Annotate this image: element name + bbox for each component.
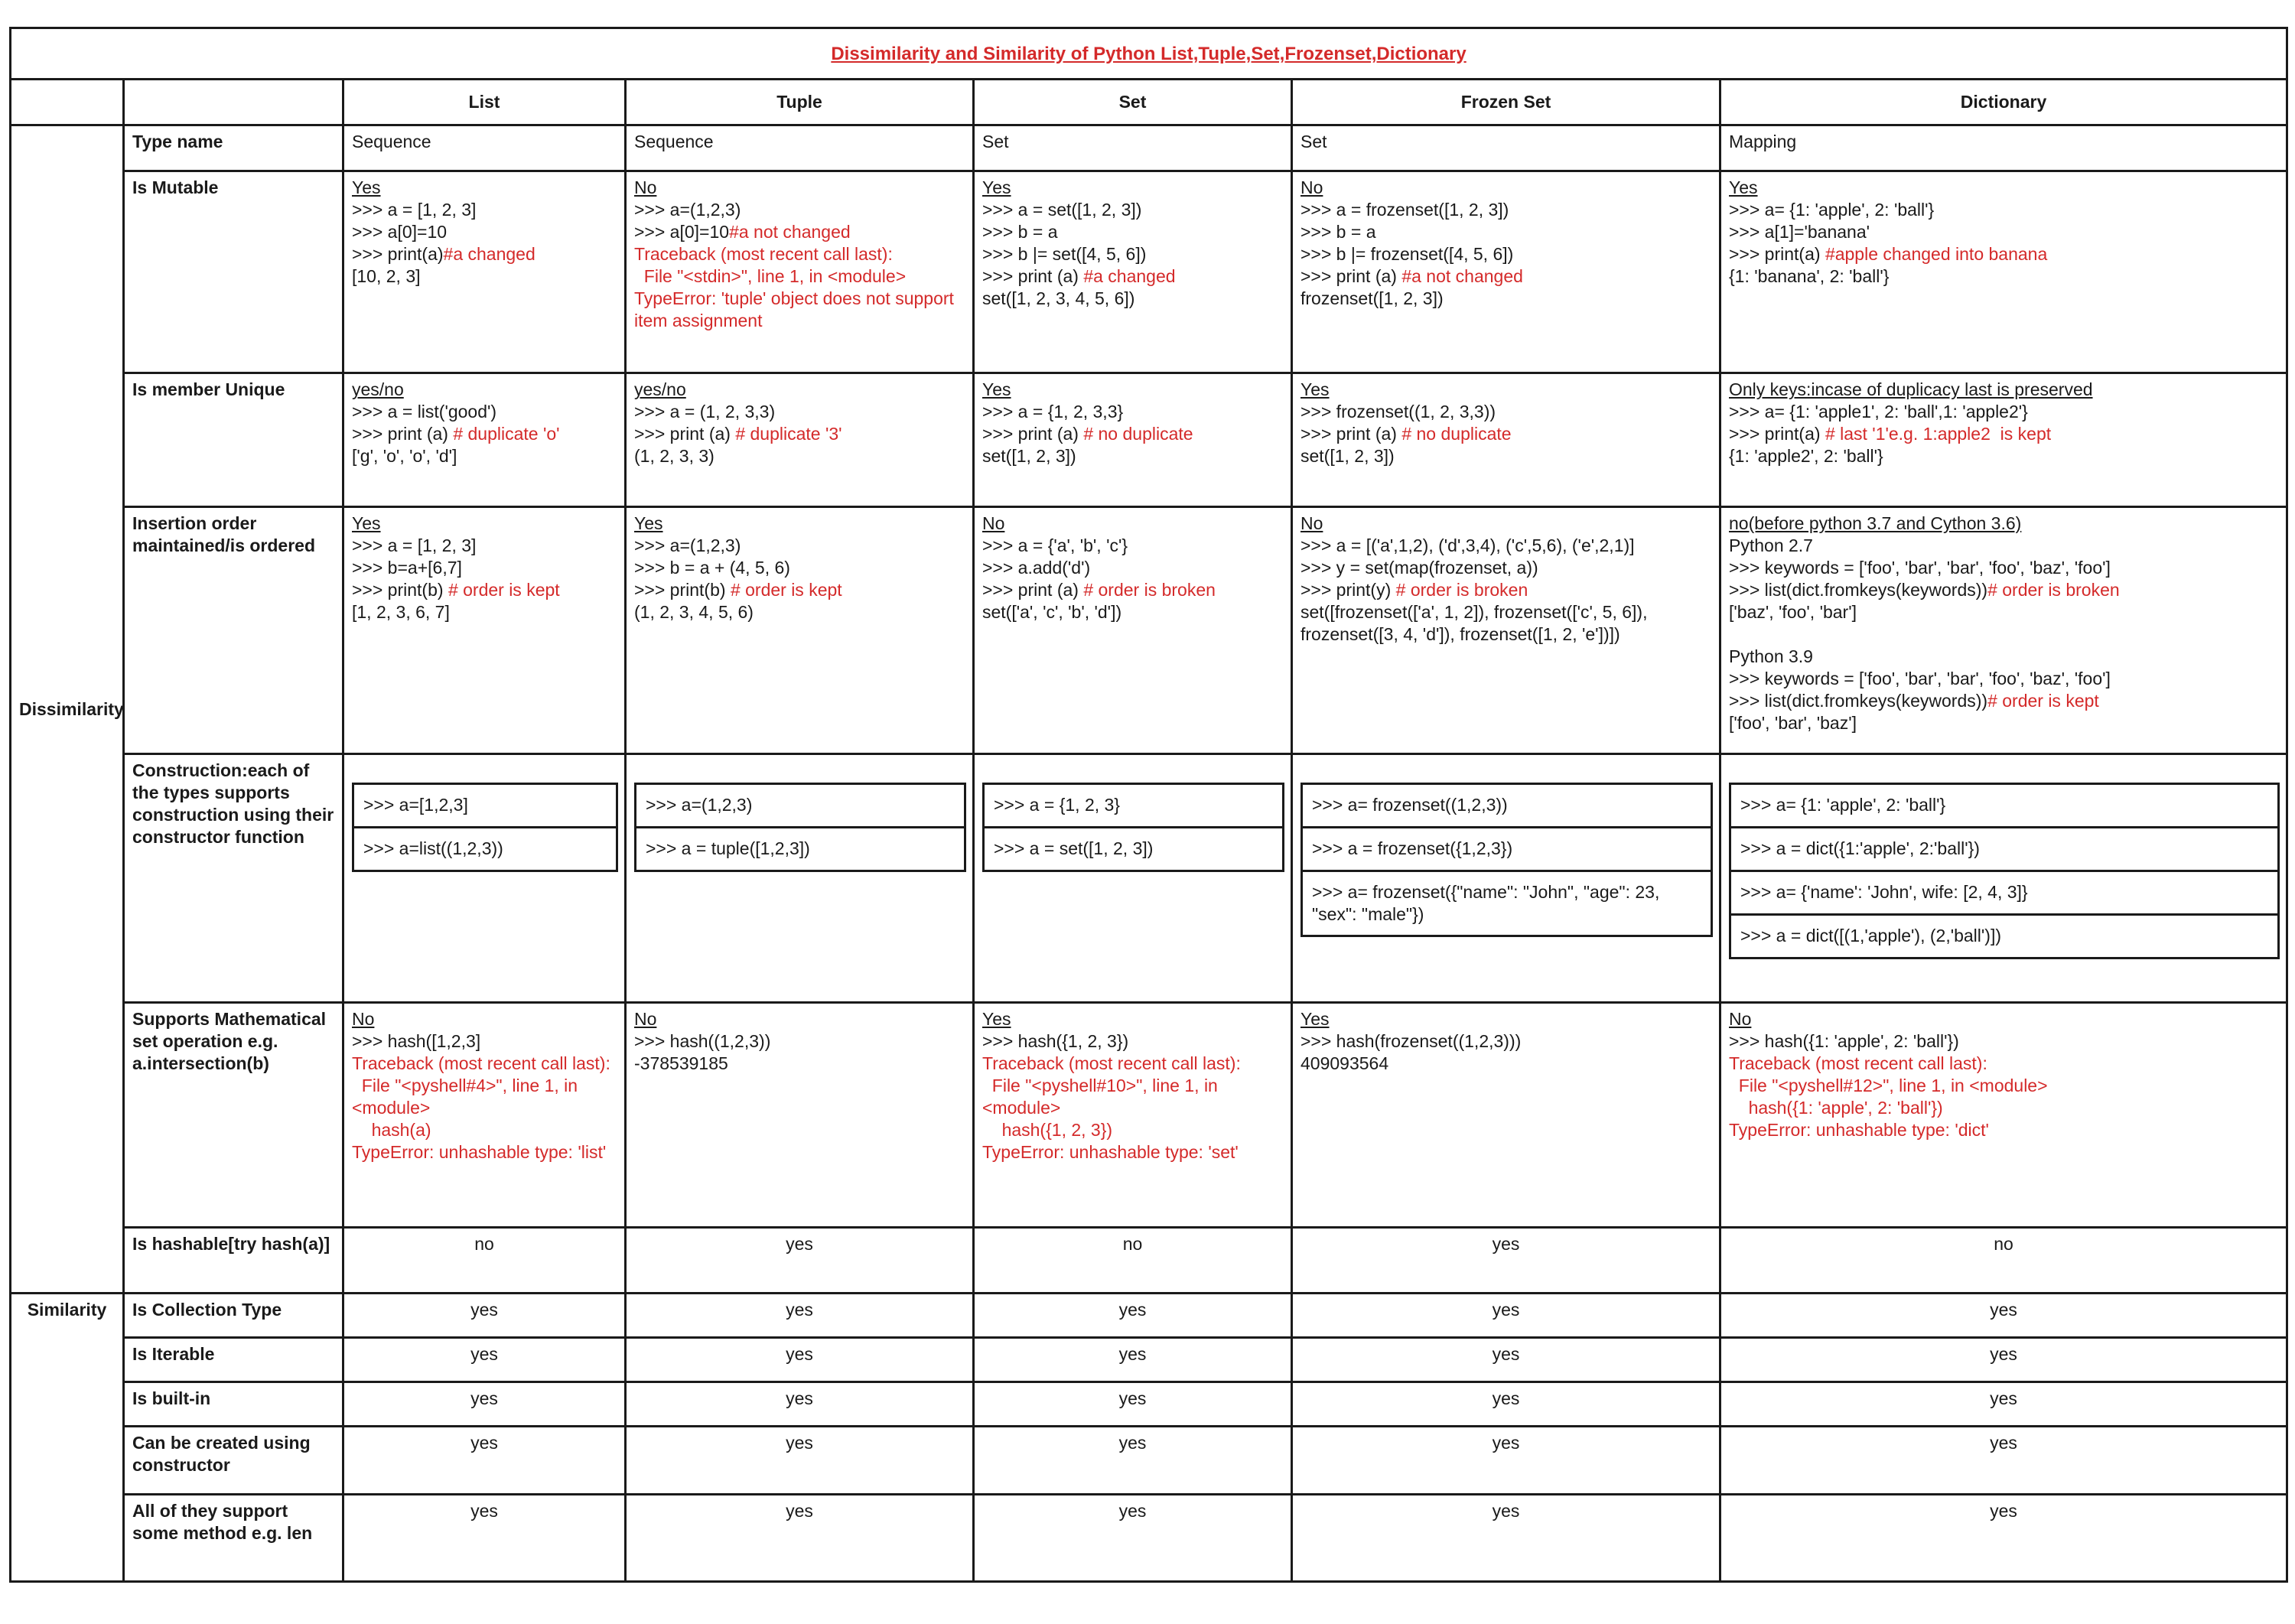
code-line: >>> hash((1,2,3)) xyxy=(634,1030,771,1051)
cell-iterable-frozenset: yes xyxy=(1292,1337,1720,1382)
cell-hashable-list: no xyxy=(343,1227,626,1293)
answer-text: Yes xyxy=(982,177,1011,197)
cell-methods-list: yes xyxy=(343,1494,626,1581)
code-line: >>> print (a) xyxy=(634,424,731,444)
cell-methods-tuple: yes xyxy=(626,1494,974,1581)
error-line: TypeError: unhashable type: 'set' xyxy=(982,1141,1239,1162)
cell-builtin-set: yes xyxy=(974,1382,1292,1427)
column-header-set: Set xyxy=(974,80,1292,125)
code-line: >>> a = frozenset([1, 2, 3]) xyxy=(1300,199,1509,220)
code-comment: #a not changed xyxy=(1401,265,1523,286)
row-constructor xyxy=(11,1427,2287,1494)
error-line: TypeError: 'tuple' object does not support item assignment xyxy=(634,288,959,330)
code-comment: # duplicate '3' xyxy=(735,424,842,444)
cell-iterable-dictionary: yes xyxy=(1720,1337,2287,1382)
code-output: ['g', 'o', 'o', 'd'] xyxy=(352,446,457,467)
code-line: >>> keywords = ['foo', 'bar', 'bar', 'foo', 'baz', 'foo'] xyxy=(1729,557,2111,578)
code-comment: # order is broken xyxy=(1987,579,2120,600)
answer-text: no(before python 3.7 and Cython 3.6) xyxy=(1729,513,2022,533)
code-comment: # order is kept xyxy=(730,579,842,600)
answer-text: No xyxy=(1300,513,1323,533)
page-title: Dissimilarity and Similarity of Python List,Tuple,Set,Frozenset,Dictionary xyxy=(831,43,1467,64)
cell-builtin-list: yes xyxy=(343,1382,626,1427)
code-output: (1, 2, 3, 3) xyxy=(634,446,715,467)
code-line: >>> b = a + (4, 5, 6) xyxy=(634,557,790,578)
code-line: >>> a= {1: 'apple', 2: 'ball'} xyxy=(1729,199,1935,220)
cell-unique-frozenset xyxy=(1292,373,1720,507)
row-is-unique xyxy=(11,373,2287,507)
answer-text: No xyxy=(352,1008,375,1029)
code-line: >>> hash({1, 2, 3}) xyxy=(982,1030,1129,1051)
code-line: >>> a = set([1, 2, 3]) xyxy=(982,199,1142,220)
cell-collection-frozenset: yes xyxy=(1292,1293,1720,1337)
code-output: [1, 2, 3, 6, 7] xyxy=(352,601,450,622)
row-label-constructor: Can be created using constructor xyxy=(124,1427,343,1494)
row-label-methods: All of they support some method e.g. len xyxy=(124,1494,343,1581)
cell-collection-dictionary: yes xyxy=(1720,1293,2287,1337)
code-comment: # order is broken xyxy=(1083,579,1216,600)
code-line: >>> b=a+[6,7] xyxy=(352,557,462,578)
code-line: >>> a = {'a', 'b', 'c'} xyxy=(982,535,1128,555)
row-label-math-set: Supports Mathematical set operation e.g. a.intersection(b) xyxy=(124,1002,343,1227)
code-line: >>> a= {1: 'apple', 2: 'ball'} xyxy=(1730,783,2279,827)
code-line: >>> a = (1, 2, 3,3) xyxy=(634,402,776,422)
code-line: >>> print (a) xyxy=(1300,424,1397,444)
section-dissimilarity: Dissimilarity xyxy=(11,125,124,1293)
code-line: >>> hash([1,2,3] xyxy=(352,1030,481,1051)
cell-order-tuple xyxy=(626,506,974,753)
row-label-is-unique: Is member Unique xyxy=(124,373,343,507)
cell-type-list: Sequence xyxy=(343,125,626,171)
row-label-is-mutable: Is Mutable xyxy=(124,171,343,373)
error-line: TypeError: unhashable type: 'list' xyxy=(352,1141,607,1162)
answer-text: No xyxy=(1300,177,1323,197)
answer-text: Yes xyxy=(634,513,663,533)
row-type-name xyxy=(11,125,2287,171)
row-methods xyxy=(11,1494,2287,1581)
error-line: Traceback (most recent call last): xyxy=(1729,1053,1987,1073)
code-output: ['foo', 'bar', 'baz'] xyxy=(1729,712,1857,733)
code-box xyxy=(352,783,618,872)
code-line: >>> a = {1, 2, 3,3} xyxy=(982,402,1124,422)
cell-collection-set: yes xyxy=(974,1293,1292,1337)
row-math-set xyxy=(11,1002,2287,1227)
code-line: >>> a=list((1,2,3)) xyxy=(353,827,617,871)
cell-order-dictionary xyxy=(1720,506,2287,753)
cell-builtin-tuple: yes xyxy=(626,1382,974,1427)
code-box xyxy=(1300,783,1713,937)
cell-construct-set xyxy=(974,753,1292,1002)
comparison-table xyxy=(9,27,2288,1583)
row-is-builtin xyxy=(11,1382,2287,1427)
cell-methods-dictionary: yes xyxy=(1720,1494,2287,1581)
cell-builtin-frozenset: yes xyxy=(1292,1382,1720,1427)
code-comment: #a changed xyxy=(1083,265,1176,286)
cell-mutable-set xyxy=(974,171,1292,373)
answer-text: No xyxy=(634,1008,657,1029)
code-line: >>> print(b) xyxy=(634,579,726,600)
code-line: >>> b |= frozenset([4, 5, 6]) xyxy=(1300,243,1514,264)
cell-type-set: Set xyxy=(974,125,1292,171)
answer-text: Yes xyxy=(982,379,1011,400)
code-output: set([1, 2, 3, 4, 5, 6]) xyxy=(982,288,1135,308)
code-output: frozenset([1, 2, 3]) xyxy=(1300,288,1444,308)
cell-mutable-tuple xyxy=(626,171,974,373)
code-comment: # no duplicate xyxy=(1083,424,1193,444)
code-line: >>> print(b) xyxy=(352,579,444,600)
code-line: >>> a = tuple([1,2,3]) xyxy=(636,827,965,871)
row-is-mutable xyxy=(11,171,2287,373)
error-line: File "<pyshell#10>", line 1, in <module> xyxy=(982,1075,1223,1118)
cell-collection-tuple: yes xyxy=(626,1293,974,1337)
cell-mutable-list xyxy=(343,171,626,373)
cell-constructor-dictionary: yes xyxy=(1720,1427,2287,1494)
code-box xyxy=(634,783,966,872)
code-line: >>> a = frozenset({1,2,3}) xyxy=(1302,827,1712,871)
code-comment: #a changed xyxy=(443,243,536,264)
code-output: [10, 2, 3] xyxy=(352,265,421,286)
cell-hashable-set: no xyxy=(974,1227,1292,1293)
code-comment: # order is kept xyxy=(448,579,560,600)
column-header-frozenset: Frozen Set xyxy=(1292,80,1720,125)
cell-methods-frozenset: yes xyxy=(1292,1494,1720,1581)
cell-order-set xyxy=(974,506,1292,753)
cell-unique-list xyxy=(343,373,626,507)
code-comment: #apple changed into banana xyxy=(1825,243,2048,264)
error-line: File "<pyshell#4>", line 1, in <module> xyxy=(352,1075,583,1118)
answer-text: No xyxy=(982,513,1005,533)
code-line: >>> print (a) xyxy=(982,265,1079,286)
cell-iterable-list: yes xyxy=(343,1337,626,1382)
code-line: >>> a= {'name': 'John', wife: [2, 4, 3]} xyxy=(1730,871,2279,914)
answer-text: Yes xyxy=(1729,177,1758,197)
code-line: >>> print (a) xyxy=(982,424,1079,444)
cell-unique-dictionary xyxy=(1720,373,2287,507)
error-line: TypeError: unhashable type: 'dict' xyxy=(1729,1119,1989,1140)
code-comment: #a not changed xyxy=(729,221,851,242)
column-header-tuple: Tuple xyxy=(626,80,974,125)
cell-math-tuple xyxy=(626,1002,974,1227)
cell-hashable-dictionary: no xyxy=(1720,1227,2287,1293)
cell-mutable-dictionary xyxy=(1720,171,2287,373)
cell-unique-tuple xyxy=(626,373,974,507)
code-line: >>> a = list('good') xyxy=(352,402,497,422)
code-line: >>> a=(1,2,3) xyxy=(634,535,741,555)
code-line: >>> a = [('a',1,2), ('d',3,4), ('c',5,6), ('e',2,1)] xyxy=(1300,535,1635,555)
code-line: >>> a = dict([(1,'apple'), (2,'ball')]) xyxy=(1730,914,2279,958)
answer-text: yes/no xyxy=(352,379,404,400)
header-blank-label xyxy=(124,80,343,125)
row-label-is-iterable: Is Iterable xyxy=(124,1337,343,1382)
version-label: Python 3.9 xyxy=(1729,646,1813,666)
error-line: hash({1: 'apple', 2: 'ball'}) xyxy=(1729,1097,1943,1118)
cell-iterable-set: yes xyxy=(974,1337,1292,1382)
cell-math-frozenset xyxy=(1292,1002,1720,1227)
code-comment: # last '1'e.g. 1:apple2 is kept xyxy=(1825,424,2052,444)
code-line: >>> b = a xyxy=(1300,221,1376,242)
code-line: >>> a = set([1, 2, 3]) xyxy=(984,827,1284,871)
cell-unique-set xyxy=(974,373,1292,507)
code-line: >>> list(dict.fromkeys(keywords)) xyxy=(1729,690,1988,711)
code-line: >>> a= frozenset({"name": "John", "age": 23, "sex": "male"}) xyxy=(1302,871,1712,936)
code-line: >>> print(a) xyxy=(1729,424,1821,444)
cell-math-set xyxy=(974,1002,1292,1227)
cell-math-list xyxy=(343,1002,626,1227)
answer-text: yes/no xyxy=(634,379,686,400)
cell-construct-frozenset xyxy=(1292,753,1720,1002)
code-box xyxy=(982,783,1284,872)
code-line: >>> a=[1,2,3] xyxy=(353,783,617,827)
error-line: hash(a) xyxy=(352,1119,431,1140)
code-output: (1, 2, 3, 4, 5, 6) xyxy=(634,601,754,622)
code-line: >>> hash(frozenset((1,2,3))) xyxy=(1300,1030,1522,1051)
cell-construct-list xyxy=(343,753,626,1002)
code-output: ['baz', 'foo', 'bar'] xyxy=(1729,601,1857,622)
code-output: -378539185 xyxy=(634,1053,728,1073)
cell-type-frozenset: Set xyxy=(1292,125,1720,171)
row-construction xyxy=(11,753,2287,1002)
cell-order-frozenset xyxy=(1292,506,1720,753)
cell-mutable-frozenset xyxy=(1292,171,1720,373)
cell-constructor-list: yes xyxy=(343,1427,626,1494)
row-label-type-name: Type name xyxy=(124,125,343,171)
error-line: Traceback (most recent call last): xyxy=(982,1053,1241,1073)
header-row xyxy=(11,80,2287,125)
error-line: Traceback (most recent call last): xyxy=(634,243,893,264)
cell-collection-list: yes xyxy=(343,1293,626,1337)
code-output: set([frozenset(['a', 1, 2]), frozenset(['c', 5, 6]), frozenset([3, 4, 'd']), frozenset([1, 2, 'e'])]) xyxy=(1300,601,1652,644)
answer-text: No xyxy=(634,177,657,197)
code-line: >>> a.add('d') xyxy=(982,557,1091,578)
row-label-insertion-order: Insertion order maintained/is ordered xyxy=(124,506,343,753)
cell-construct-tuple xyxy=(626,753,974,1002)
code-line: >>> list(dict.fromkeys(keywords)) xyxy=(1729,579,1988,600)
code-line: >>> frozenset((1, 2, 3,3)) xyxy=(1300,402,1496,422)
code-line: >>> keywords = ['foo', 'bar', 'bar', 'foo', 'baz', 'foo'] xyxy=(1729,668,2111,688)
code-line: >>> a = dict({1:'apple', 2:'ball'}) xyxy=(1730,827,2279,871)
code-line: >>> a[1]='banana' xyxy=(1729,221,1870,242)
code-line: >>> b |= set([4, 5, 6]) xyxy=(982,243,1147,264)
code-line: >>> a[0]=10 xyxy=(634,221,730,242)
row-label-construction: Construction:each of the types supports construction using their constructor function xyxy=(124,753,343,1002)
cell-hashable-tuple: yes xyxy=(626,1227,974,1293)
cell-type-tuple: Sequence xyxy=(626,125,974,171)
code-line: >>> a = {1, 2, 3} xyxy=(984,783,1284,827)
code-output: set(['a', 'c', 'b', 'd']) xyxy=(982,601,1122,622)
answer-text: Yes xyxy=(982,1008,1011,1029)
column-header-list: List xyxy=(343,80,626,125)
cell-order-list xyxy=(343,506,626,753)
code-line: >>> print (a) xyxy=(1300,265,1397,286)
column-header-dictionary: Dictionary xyxy=(1720,80,2287,125)
answer-text: Only keys:incase of duplicacy last is preserved xyxy=(1729,379,2093,400)
error-line: Traceback (most recent call last): xyxy=(352,1053,610,1073)
answer-text: Yes xyxy=(352,177,381,197)
cell-iterable-tuple: yes xyxy=(626,1337,974,1382)
cell-math-dictionary xyxy=(1720,1002,2287,1227)
code-line: >>> print (a) xyxy=(352,424,448,444)
code-line: >>> y = set(map(frozenset, a)) xyxy=(1300,557,1538,578)
cell-type-dictionary: Mapping xyxy=(1720,125,2287,171)
row-insertion-order xyxy=(11,506,2287,753)
cell-constructor-tuple: yes xyxy=(626,1427,974,1494)
code-line: >>> b = a xyxy=(982,221,1058,242)
cell-constructor-set: yes xyxy=(974,1427,1292,1494)
code-line: >>> print(y) xyxy=(1300,579,1392,600)
code-output: 409093564 xyxy=(1300,1053,1389,1073)
code-output: {1: 'banana', 2: 'ball'} xyxy=(1729,265,1890,286)
code-output: set([1, 2, 3]) xyxy=(1300,446,1395,467)
row-is-hashable xyxy=(11,1227,2287,1293)
title-row xyxy=(11,28,2287,80)
answer-text: Yes xyxy=(1300,1008,1330,1029)
header-blank-section xyxy=(11,80,124,125)
code-line: >>> print(a) xyxy=(352,243,444,264)
code-output: set([1, 2, 3]) xyxy=(982,446,1076,467)
cell-methods-set: yes xyxy=(974,1494,1292,1581)
error-line: File "<stdin>", line 1, in <module> xyxy=(634,265,907,286)
title-cell xyxy=(11,28,2287,80)
code-comment: # order is broken xyxy=(1395,579,1528,600)
code-line: >>> a= {1: 'apple1', 2: 'ball',1: 'apple2'} xyxy=(1729,402,2028,422)
answer-text: Yes xyxy=(352,513,381,533)
row-is-iterable xyxy=(11,1337,2287,1382)
cell-constructor-frozenset: yes xyxy=(1292,1427,1720,1494)
code-line: >>> print (a) xyxy=(982,579,1079,600)
code-comment: # no duplicate xyxy=(1401,424,1512,444)
code-line: >>> a= frozenset((1,2,3)) xyxy=(1302,783,1712,827)
code-line: >>> a[0]=10 xyxy=(352,221,448,242)
error-line: hash({1, 2, 3}) xyxy=(982,1119,1113,1140)
code-line: >>> a=(1,2,3) xyxy=(634,199,741,220)
answer-text: No xyxy=(1729,1008,1752,1029)
code-line: >>> a=(1,2,3) xyxy=(636,783,965,827)
code-line: >>> a = [1, 2, 3] xyxy=(352,535,477,555)
row-label-is-builtin: Is built-in xyxy=(124,1382,343,1427)
cell-builtin-dictionary: yes xyxy=(1720,1382,2287,1427)
row-label-is-collection: Is Collection Type xyxy=(124,1293,343,1337)
row-label-is-hashable: Is hashable[try hash(a)] xyxy=(124,1227,343,1293)
code-box xyxy=(1729,783,2280,959)
code-line: >>> hash({1: 'apple', 2: 'ball'}) xyxy=(1729,1030,1959,1051)
code-comment: # duplicate 'o' xyxy=(453,424,560,444)
cell-hashable-frozenset: yes xyxy=(1292,1227,1720,1293)
error-line: File "<pyshell#12>", line 1, in <module> xyxy=(1729,1075,2048,1095)
code-output: {1: 'apple2', 2: 'ball'} xyxy=(1729,446,1883,467)
answer-text: Yes xyxy=(1300,379,1330,400)
row-is-collection xyxy=(11,1293,2287,1337)
section-similarity: Similarity xyxy=(11,1293,124,1581)
code-line: >>> print(a) xyxy=(1729,243,1821,264)
version-label: Python 2.7 xyxy=(1729,535,1813,555)
code-comment: # order is kept xyxy=(1987,690,2099,711)
code-line: >>> a = [1, 2, 3] xyxy=(352,199,477,220)
cell-construct-dictionary xyxy=(1720,753,2287,1002)
